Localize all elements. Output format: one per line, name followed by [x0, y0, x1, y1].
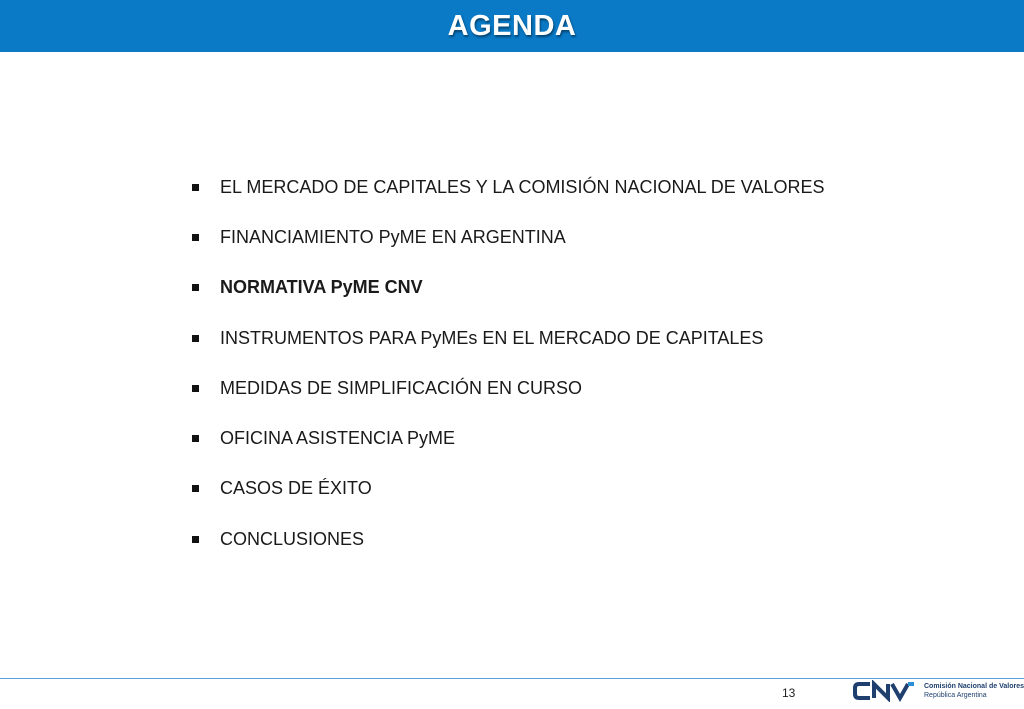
square-bullet-icon: [192, 184, 199, 191]
footer-divider: [0, 678, 1024, 679]
agenda-item-label: NORMATIVA PyME CNV: [220, 277, 423, 298]
page-title: AGENDA: [447, 9, 577, 42]
agenda-item-label: FINANCIAMIENTO PyME EN ARGENTINA: [220, 226, 566, 247]
agenda-item: [192, 413, 825, 463]
square-bullet-icon: [192, 485, 199, 492]
agenda-item: [192, 212, 825, 262]
agenda-item-label: OFICINA ASISTENCIA PyME: [220, 428, 456, 449]
page-number: 13: [782, 686, 796, 700]
agenda-item-highlighted: [192, 263, 825, 313]
logo-text: [924, 683, 1024, 699]
agenda-item: [192, 464, 825, 514]
square-bullet-icon: [192, 335, 199, 342]
square-bullet-icon: [192, 435, 199, 442]
logo-line-2: República Argentina: [924, 692, 987, 699]
square-bullet-icon: [192, 385, 199, 392]
agenda-item: [192, 162, 825, 212]
square-bullet-icon: [192, 234, 199, 241]
agenda-item-label: CONCLUSIONES: [220, 528, 365, 549]
agenda-item-label: CASOS DE ÉXITO: [220, 478, 372, 499]
agenda-item-label: EL MERCADO DE CAPITALES Y LA COMISIÓN NACIONAL DE VALORES: [220, 176, 825, 197]
agenda-item: [192, 363, 825, 413]
agenda-item-label: MEDIDAS DE SIMPLIFICACIÓN EN CURSO: [220, 377, 583, 398]
cnv-logo: [852, 680, 1024, 702]
agenda-item: [192, 313, 825, 363]
logo-line-1: Comisión Nacional de Valores: [924, 683, 1024, 690]
cnv-logo-icon: [852, 680, 916, 702]
agenda-item: [192, 514, 825, 564]
square-bullet-icon: [192, 536, 199, 543]
square-bullet-icon: [192, 284, 199, 291]
agenda-item-label: INSTRUMENTOS PARA PyMEs EN EL MERCADO DE CAPITALES: [220, 327, 764, 348]
title-bar: [0, 0, 1024, 52]
agenda-list: [192, 162, 825, 564]
